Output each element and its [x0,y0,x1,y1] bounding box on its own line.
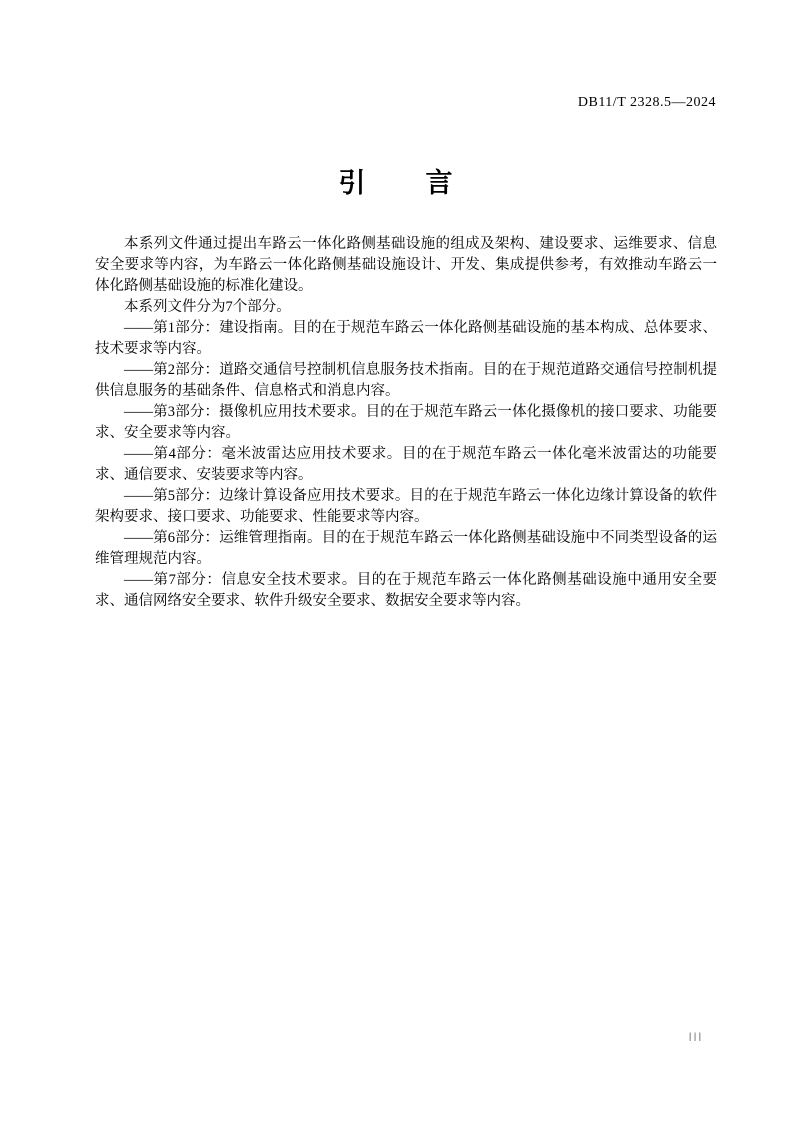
page-title: 引 言 [338,168,455,198]
paragraph: ——第4部分：毫米波雷达应用技术要求。目的在于规范车路云一体化毫米波雷达的功能要求、通信要求、安装要求等内容。 [95,446,717,483]
paragraph: ——第2部分：道路交通信号控制机信息服务技术指南。目的在于规范道路交通信号控制机提供信息服务的基础条件、信息格式和消息内容。 [95,362,717,399]
paragraph: ——第6部分：运维管理指南。目的在于规范车路云一体化路侧基础设施中不同类型设备的运维管理规范内容。 [95,530,717,567]
page-number: III [688,1030,703,1044]
foreword-content [95,234,717,612]
paragraph: ——第5部分：边缘计算设备应用技术要求。目的在于规范车路云一体化边缘计算设备的软件架构要求、接口要求、功能要求、性能要求等内容。 [95,488,717,525]
paragraph: ——第3部分：摄像机应用技术要求。目的在于规范车路云一体化摄像机的接口要求、功能要求、安全要求等内容。 [95,404,717,441]
paragraph: 本系列文件分为7个部分。 [124,299,291,315]
standard-number: DB11/T 2328.5—2024 [577,95,716,110]
paragraph: ——第7部分：信息安全技术要求。目的在于规范车路云一体化路侧基础设施中通用安全要求、通信网络安全要求、软件升级安全要求、数据安全要求等内容。 [95,572,717,609]
paragraph: ——第1部分：建设指南。目的在于规范车路云一体化路侧基础设施的基本构成、总体要求、技术要求等内容。 [95,320,717,357]
paragraph: 本系列文件通过提出车路云一体化路侧基础设施的组成及架构、建设要求、运维要求、信息安全要求等内容，为车路云一体化路侧基础设施设计、开发、集成提供参考，有效推动车路云一体化路侧基础设施的标准化建设。 [95,236,717,294]
